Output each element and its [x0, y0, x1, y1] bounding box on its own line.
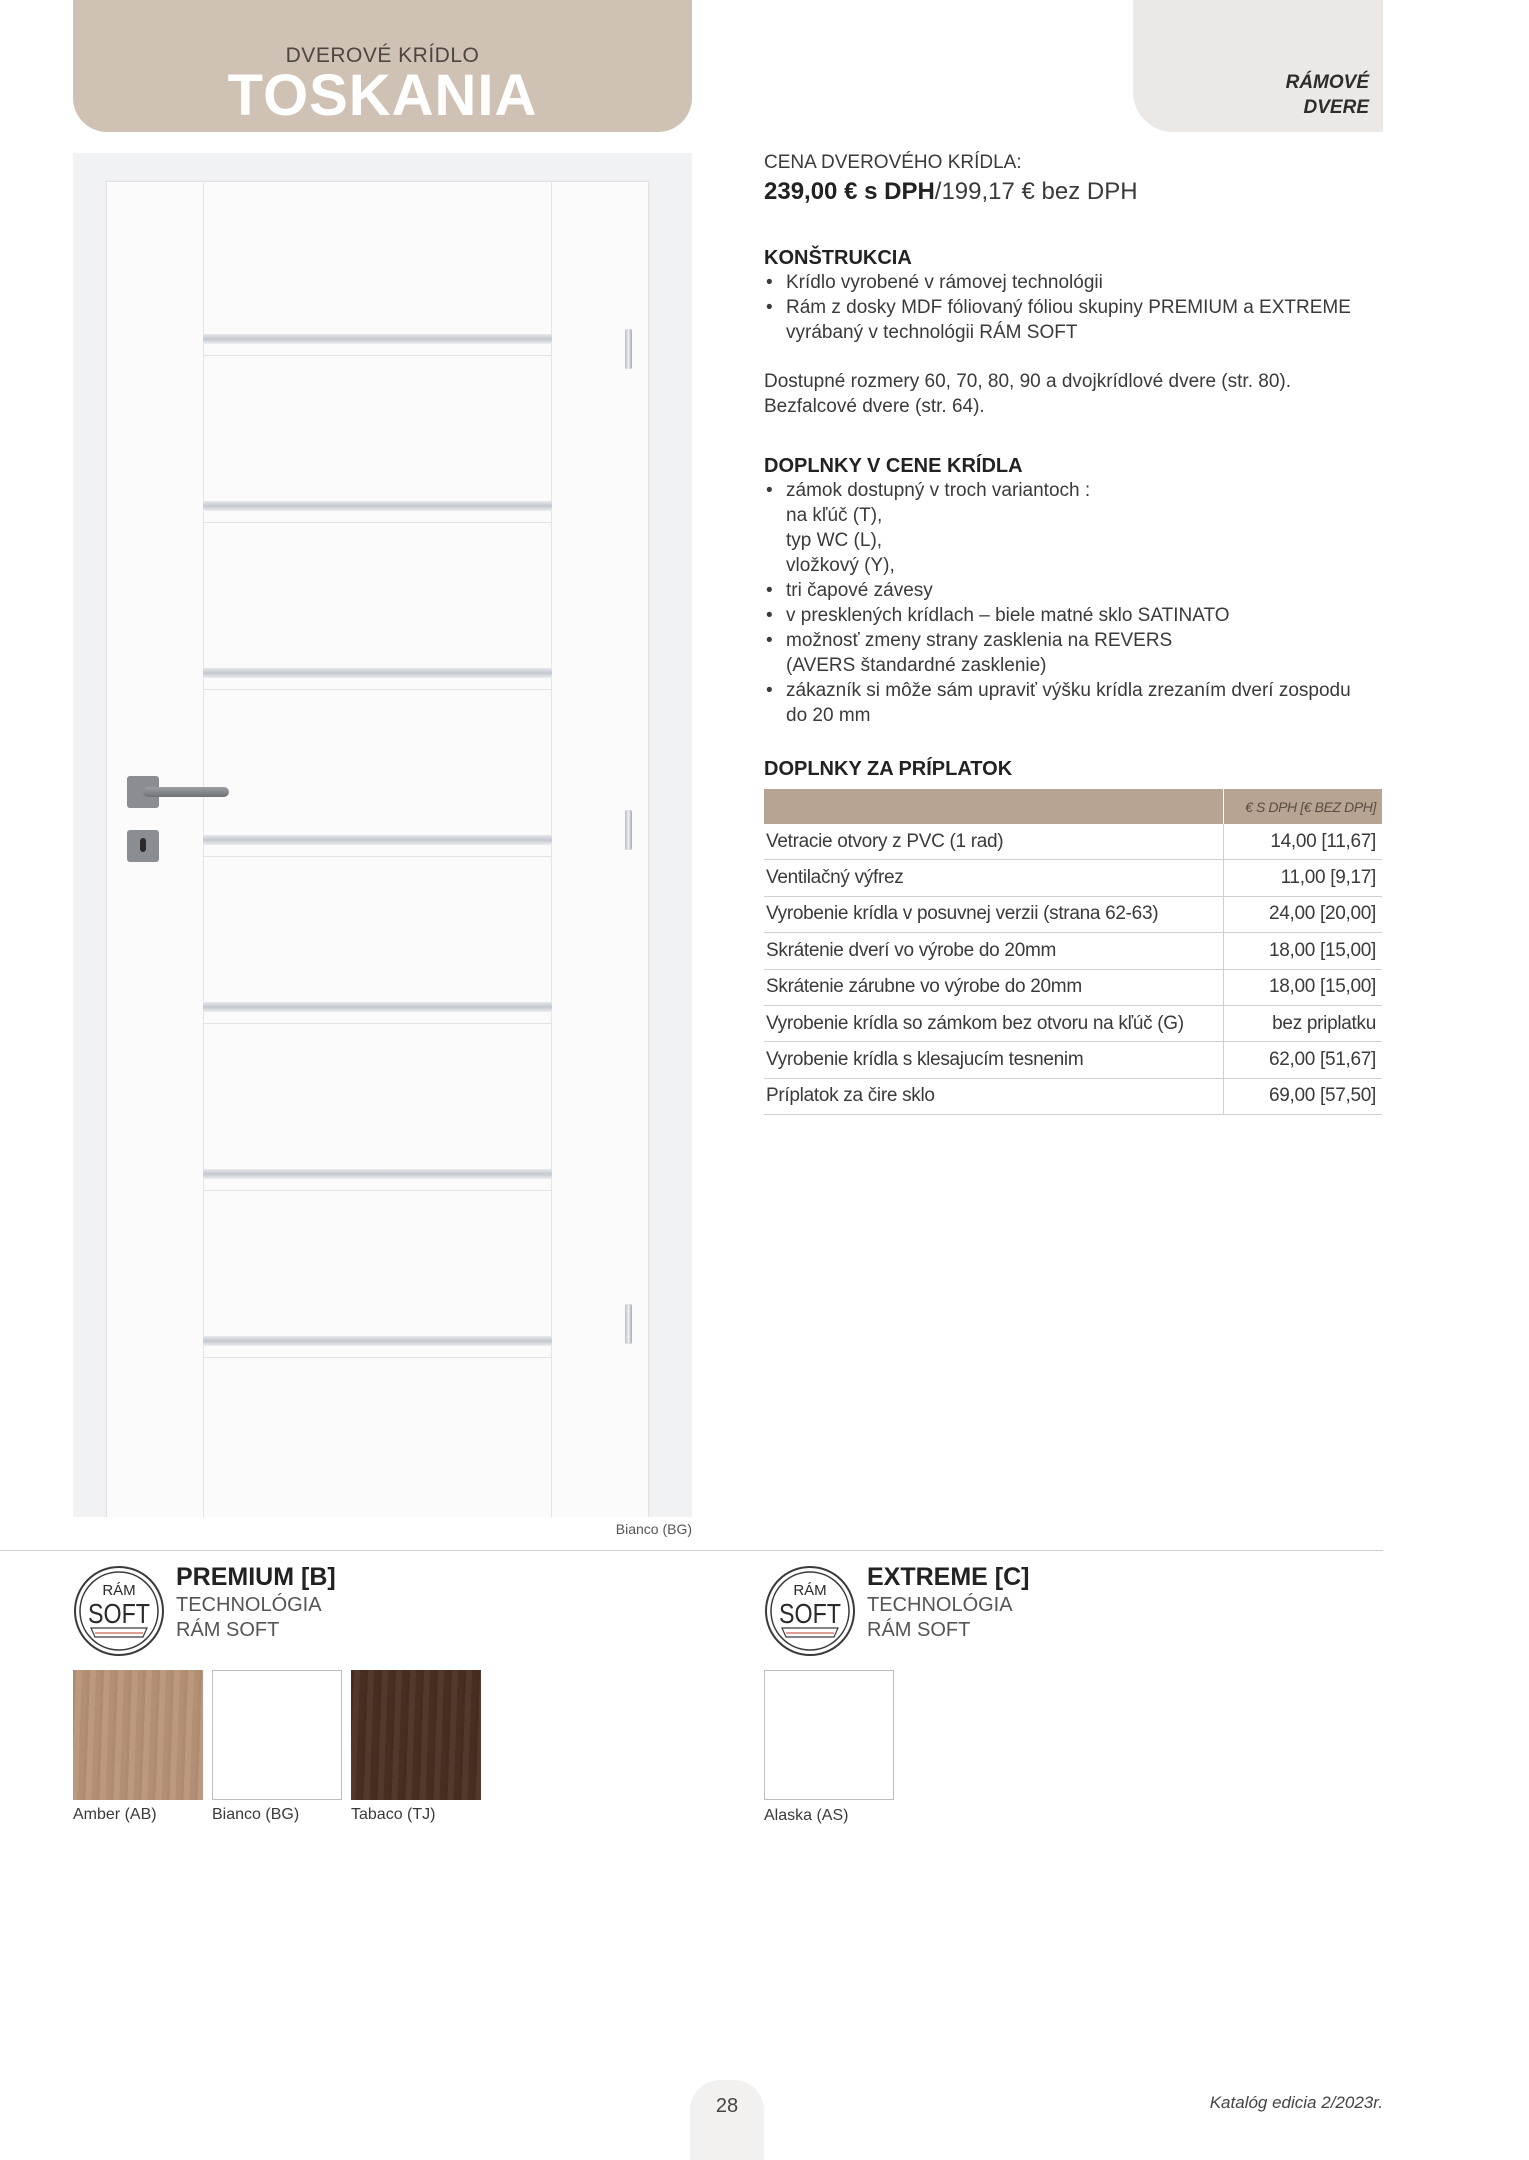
- table-row: [764, 860, 1382, 896]
- surcharge-table: [764, 789, 1382, 1115]
- table-row: [764, 824, 1382, 860]
- list-item-text: Krídlo vyrobené v rámovej technológii: [786, 272, 1103, 293]
- swatch-label: Amber (AB): [73, 1806, 157, 1823]
- note-line: Dostupné rozmery 60, 70, 80, 90 a dvojkrídlové dvere (str. 80).: [764, 371, 1291, 392]
- list-item: [764, 578, 1384, 603]
- hinge-icon: [625, 810, 632, 850]
- section-divider: [0, 1550, 1383, 1551]
- variant-subtitle-line: RÁM SOFT: [867, 1619, 971, 1641]
- page-number: 28: [715, 2095, 739, 2117]
- list-item: [764, 628, 1384, 678]
- table-cell-item: Ventilačný výfrez: [764, 860, 1224, 896]
- door-rail: [203, 835, 552, 845]
- construction-heading: KONŠTRUKCIA: [764, 247, 912, 269]
- logo-text-top: RÁM: [102, 1582, 136, 1599]
- variant-subtitle: [867, 1593, 1013, 1643]
- table-cell-price: 62,00 [51,67]: [1224, 1042, 1383, 1078]
- door-rail: [203, 501, 552, 511]
- included-list: [764, 478, 1384, 728]
- color-swatch-amber[interactable]: [73, 1670, 203, 1800]
- variant-subtitle-line: TECHNOLÓGIA: [176, 1594, 322, 1616]
- ram-soft-logo-icon: [764, 1565, 856, 1662]
- construction-note: [764, 369, 1384, 419]
- table-cell-price: 14,00 [11,67]: [1224, 824, 1383, 860]
- table-cell-price: 18,00 [15,00]: [1224, 933, 1383, 969]
- door-handle-icon: [143, 787, 229, 797]
- color-swatch-tabaco[interactable]: [351, 1670, 481, 1800]
- logo-text-bottom: SOFT: [779, 1598, 841, 1629]
- construction-section: [764, 247, 1384, 419]
- table-header-item: [764, 789, 1224, 824]
- table-row: [764, 933, 1382, 969]
- table-cell-item: Vetracie otvory z PVC (1 rad): [764, 824, 1224, 860]
- list-item-text: vložkový (Y),: [786, 555, 895, 576]
- list-item-text: do 20 mm: [786, 705, 871, 726]
- door-rail-edge: [203, 689, 552, 690]
- table-row: [764, 896, 1382, 932]
- table-cell-price: 18,00 [15,00]: [1224, 969, 1383, 1005]
- price-without-vat: /199,17 € bez DPH: [934, 178, 1138, 205]
- keyhole-icon: [140, 838, 146, 852]
- table-cell-item: Príplatok za čire sklo: [764, 1078, 1224, 1114]
- list-item-text: vyrábaný v technológii RÁM SOFT: [786, 322, 1078, 343]
- list-item: [764, 678, 1384, 728]
- color-swatch-alaska[interactable]: [764, 1670, 894, 1800]
- list-item-text: • možnosť zmeny strany zasklenia na REVERS: [786, 630, 1173, 651]
- variant-subtitle-line: RÁM SOFT: [176, 1619, 280, 1641]
- table-cell-item: Vyrobenie krídla s klesajucím tesnenim: [764, 1042, 1224, 1078]
- page-number-tab: [690, 2080, 764, 2160]
- product-type-label: DVEROVÉ KRÍDLO: [285, 44, 480, 67]
- door-rail-edge: [203, 522, 552, 523]
- variant-subtitle: [176, 1593, 322, 1643]
- door-rail-edge: [203, 355, 552, 356]
- image-caption: Bianco (BG): [615, 1521, 692, 1537]
- list-item-text: na kľúč (T),: [786, 505, 883, 526]
- door-image: [73, 153, 692, 1517]
- list-item: [764, 270, 1384, 295]
- hinge-icon: [625, 329, 632, 369]
- included-section: [764, 455, 1384, 728]
- list-item-text: tri čapové závesy: [786, 580, 933, 601]
- table-row: [764, 1005, 1382, 1041]
- category-line-2: DVERE: [1303, 97, 1369, 118]
- surcharge-heading: DOPLNKY ZA PRÍPLATOK: [764, 758, 1013, 780]
- table-cell-item: Skrátenie zárubne vo výrobe do 20mm: [764, 969, 1224, 1005]
- list-item: [764, 478, 1384, 578]
- list-item: [764, 295, 1384, 345]
- door-rail: [203, 1002, 552, 1012]
- table-header-row: [764, 789, 1382, 824]
- list-item: [764, 603, 1384, 628]
- door-leaf: [106, 181, 649, 1517]
- door-rail: [203, 668, 552, 678]
- door-rail-edge: [203, 1190, 552, 1191]
- table-cell-item: Skrátenie dverí vo výrobe do 20mm: [764, 933, 1224, 969]
- door-rail-edge: [203, 1023, 552, 1024]
- table-cell-item: Vyrobenie krídla v posuvnej verzii (strana 62-63): [764, 896, 1224, 932]
- door-rail: [203, 1169, 552, 1179]
- note-line: Bezfalcové dvere (str. 64).: [764, 396, 985, 417]
- price-label: CENA DVEROVÉHO KRÍDLA:: [764, 152, 1022, 173]
- swatch-label: Alaska (AS): [764, 1807, 849, 1824]
- table-row: [764, 969, 1382, 1005]
- category-line-1: RÁMOVÉ: [1285, 72, 1369, 93]
- category-tab: [1133, 0, 1383, 132]
- variant-subtitle-line: TECHNOLÓGIA: [867, 1594, 1013, 1616]
- logo-text-bottom: SOFT: [88, 1598, 150, 1629]
- list-item-text: • Rám z dosky MDF fóliovaný fóliou skupiny PREMIUM a EXTREME: [786, 297, 1351, 318]
- variant-title: EXTREME [C]: [867, 1563, 1030, 1591]
- title-tab: [73, 0, 692, 132]
- table-header-price: € S DPH [€ BEZ DPH]: [1224, 789, 1383, 824]
- list-item-text: • zákazník si môže sám upraviť výšku krídla zrezaním dverí zospodu: [786, 680, 1351, 701]
- door-stile-right: [551, 182, 648, 1517]
- list-item-text: • zámok dostupný v troch variantoch :: [786, 480, 1091, 501]
- color-swatch-bianco[interactable]: [212, 1670, 342, 1800]
- list-item-text: (AVERS štandardné zasklenie): [786, 655, 1047, 676]
- table-cell-price: 11,00 [9,17]: [1224, 860, 1383, 896]
- table-cell-price: 69,00 [57,50]: [1224, 1078, 1383, 1114]
- door-rail: [203, 334, 552, 344]
- included-heading: DOPLNKY V CENE KRÍDLA: [764, 455, 1023, 477]
- product-title: TOSKANIA: [227, 63, 538, 128]
- price-with-vat: 239,00 € s DPH: [764, 178, 935, 205]
- table-cell-price: 24,00 [20,00]: [1224, 896, 1383, 932]
- swatch-label: Bianco (BG): [212, 1806, 300, 1823]
- table-row: [764, 1078, 1382, 1114]
- ram-soft-logo-icon: [73, 1565, 165, 1662]
- price-value: [764, 178, 1138, 206]
- table-cell-item: Vyrobenie krídla so zámkom bez otvoru na kľúč (G): [764, 1005, 1224, 1041]
- list-item-text: v presklených krídlach – biele matné sklo SATINATO: [786, 605, 1230, 626]
- door-rail-edge: [203, 1357, 552, 1358]
- swatch-label: Tabaco (TJ): [351, 1806, 436, 1823]
- table-row: [764, 1042, 1382, 1078]
- catalog-edition: Katalóg edicia 2/2023r.: [1209, 2093, 1383, 2112]
- logo-text-top: RÁM: [793, 1582, 827, 1599]
- door-rail: [203, 1336, 552, 1346]
- construction-list: [764, 270, 1384, 345]
- door-rail-edge: [203, 856, 552, 857]
- variant-title: PREMIUM [B]: [176, 1563, 336, 1591]
- table-cell-price: bez priplatku: [1224, 1005, 1383, 1041]
- list-item-text: typ WC (L),: [786, 530, 883, 551]
- hinge-icon: [625, 1304, 632, 1344]
- category-label: [1286, 70, 1369, 120]
